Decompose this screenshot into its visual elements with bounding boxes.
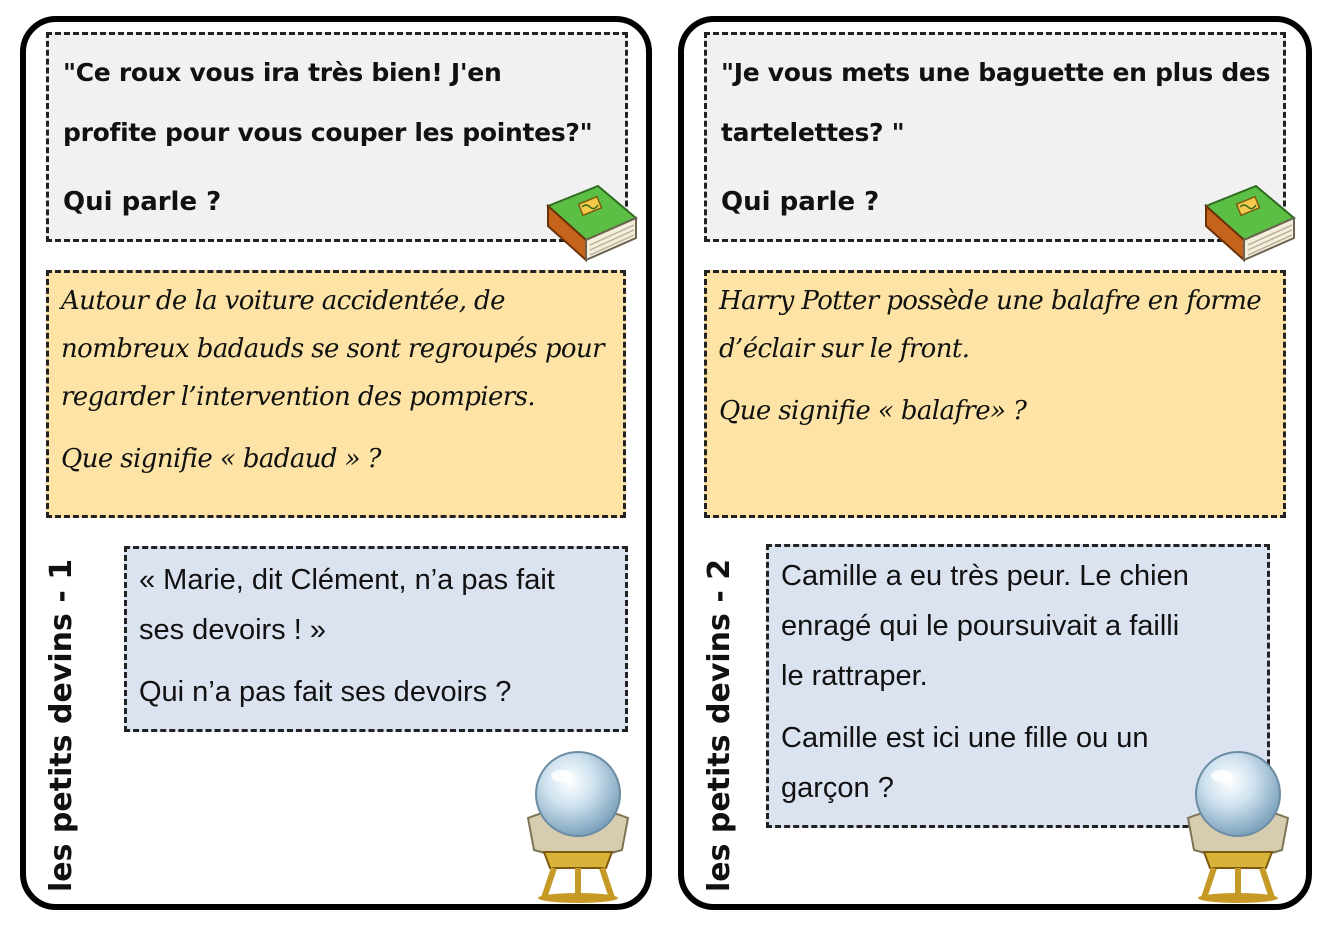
vocab-line3: regarder l’intervention des pompiers. [61,382,536,412]
crystal-ball-icon [514,740,642,904]
vocab-line1: Autour de la voiture accidentée, de [61,286,505,316]
inference-line2: ses devoirs ! » [139,614,326,646]
side-label-1: les petits devins - 1 [44,558,79,892]
vocab-question: Que signifie « badaud » ? [61,444,381,474]
inference-box-1 [124,546,628,732]
side-label-2: les petits devins - 2 [702,558,737,892]
riddle-quote-line2: profite pour vous couper les pointes?" [63,118,593,147]
crystal-ball-icon [1174,740,1302,904]
vocab-line2: nombreux badauds se sont regroupés pour [61,334,604,364]
book-icon [540,178,640,270]
vocab-question: Que signifie « balafre» ? [719,396,1027,426]
vocab-line1: Harry Potter possède une balafre en forme [719,286,1262,316]
inference-line2: enragé qui le poursuivait a failli [781,610,1180,642]
inference-line1: « Marie, dit Clément, n’a pas fait [139,564,555,596]
inference-line3: le rattraper. [781,660,928,692]
inference-question-line1: Camille est ici une fille ou un [781,722,1149,754]
vocab-box-2 [704,270,1286,518]
riddle-question: Qui parle ? [63,187,222,217]
riddle-question: Qui parle ? [721,187,880,217]
vocab-line2: d’éclair sur le front. [719,334,970,364]
vocab-box-1 [46,270,626,518]
inference-line1: Camille a eu très peur. Le chien [781,560,1189,592]
riddle-quote-line1: "Je vous mets une baguette en plus des [721,58,1271,87]
riddle-quote-line2: tartelettes? " [721,118,905,147]
riddle-quote-line1: "Ce roux vous ira très bien! J'en [63,58,502,87]
inference-question-line2: garçon ? [781,772,894,804]
book-icon [1198,178,1298,270]
inference-question: Qui n’a pas fait ses devoirs ? [139,676,512,708]
